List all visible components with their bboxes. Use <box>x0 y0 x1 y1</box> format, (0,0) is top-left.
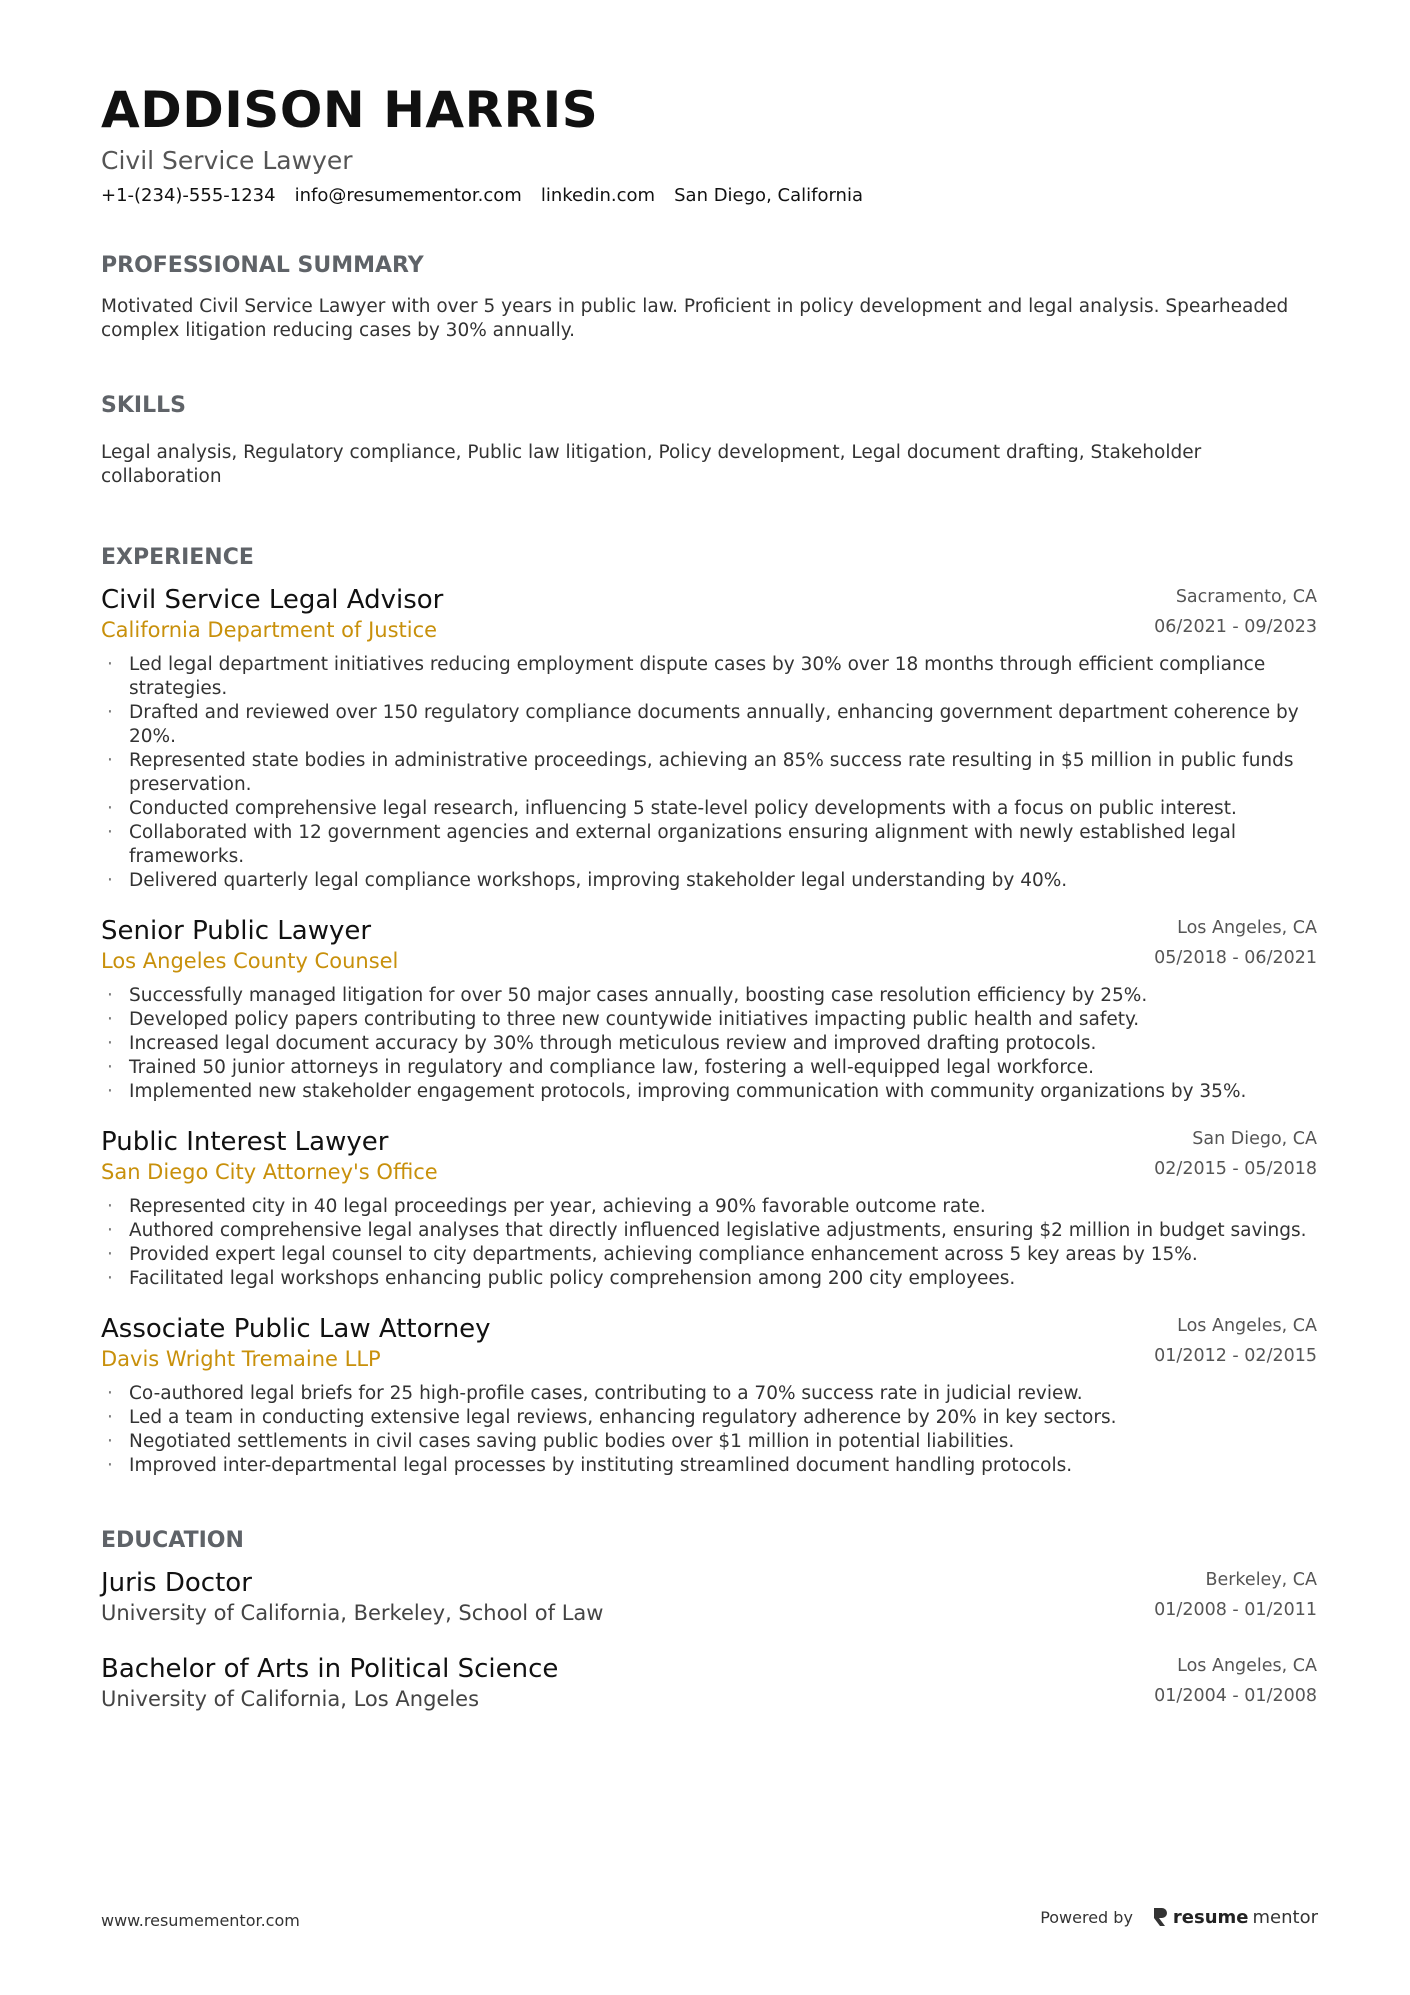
experience-entry <box>101 916 1317 1104</box>
job-bullet: · Represented state bodies in administrative proceedings, achieving an 85% success rate resulting in $5 million in public funds preservation. <box>101 749 1317 797</box>
job-bullet: · Developed policy papers contributing to three new countywide initiatives impacting public health and safety. <box>101 1008 1317 1032</box>
job-role: Senior Public Lawyer <box>101 916 372 946</box>
job-dates: 06/2021 - 09/2023 <box>1154 617 1317 637</box>
job-location: Los Angeles, CA <box>1177 918 1317 938</box>
job-organization: California Department of Justice <box>101 618 438 642</box>
job-bullet: · Trained 50 junior attorneys in regulatory and compliance law, fostering a well-equipped legal workforce. <box>101 1056 1317 1080</box>
job-bullet: · Increased legal document accuracy by 30% through meticulous review and improved drafting protocols. <box>101 1032 1317 1056</box>
job-title: Civil Service Lawyer <box>101 146 353 175</box>
job-bullet: · Improved inter-departmental legal processes by instituting streamlined document handling protocols. <box>101 1454 1317 1478</box>
degree: Juris Doctor <box>101 1568 252 1598</box>
school: University of California, Berkeley, School of Law <box>101 1601 604 1625</box>
phone: +1-(234)-555-1234 <box>101 185 276 206</box>
job-dates: 02/2015 - 05/2018 <box>1154 1159 1317 1179</box>
summary-text: Motivated Civil Service Lawyer with over 5 years in public law. Proficient in policy development and legal analysis. Spearheaded complex litigation reducing cases by 30% annually. <box>101 296 1289 341</box>
job-dates: 01/2012 - 02/2015 <box>1154 1346 1317 1366</box>
job-bullets <box>101 984 1317 1104</box>
education-location: Los Angeles, CA <box>1177 1656 1317 1676</box>
job-bullet: · Delivered quarterly legal compliance workshops, improving stakeholder legal understanding by 40%. <box>101 869 1317 893</box>
job-bullet: · Co-authored legal briefs for 25 high-profile cases, contributing to a 70% success rate in judicial review. <box>101 1382 1317 1406</box>
job-organization: San Diego City Attorney's Office <box>101 1160 438 1184</box>
education-heading: EDUCATION <box>101 1528 244 1553</box>
job-location: Sacramento, CA <box>1175 587 1317 607</box>
job-bullet: · Provided expert legal counsel to city departments, achieving compliance enhancement across 5 key areas by 15%. <box>101 1243 1317 1267</box>
location: San Diego, California <box>674 185 863 206</box>
job-bullet: · Negotiated settlements in civil cases saving public bodies over $1 million in potential liabilities. <box>101 1430 1317 1454</box>
education-dates: 01/2008 - 01/2011 <box>1154 1600 1317 1620</box>
experience-entry <box>101 1127 1317 1291</box>
brand-logo[interactable] <box>1151 1906 1318 1928</box>
footer-brand <box>1040 1906 1318 1928</box>
job-dates: 05/2018 - 06/2021 <box>1154 948 1317 968</box>
job-bullet: · Represented city in 40 legal proceedings per year, achieving a 90% favorable outcome rate. <box>101 1195 1317 1219</box>
experience-entry <box>101 1314 1317 1478</box>
job-bullets <box>101 653 1317 893</box>
job-bullet: · Facilitated legal workshops enhancing public policy comprehension among 200 city employees. <box>101 1267 1317 1291</box>
school: University of California, Los Angeles <box>101 1687 480 1711</box>
job-role: Civil Service Legal Advisor <box>101 585 444 615</box>
job-bullet: · Collaborated with 12 government agencies and external organizations ensuring alignment with newly established legal frameworks. <box>101 821 1317 869</box>
job-bullet: · Led a team in conducting extensive legal reviews, enhancing regulatory adherence by 20% in key sectors. <box>101 1406 1317 1430</box>
job-organization: Los Angeles County Counsel <box>101 949 399 973</box>
experience-entry <box>101 585 1317 893</box>
experience-heading: EXPERIENCE <box>101 545 254 570</box>
job-bullet: · Successfully managed litigation for over 50 major cases annually, boosting case resolution efficiency by 25%. <box>101 984 1317 1008</box>
resumementor-logo-icon <box>1151 1906 1169 1928</box>
degree: Bachelor of Arts in Political Science <box>101 1654 559 1684</box>
email: info@resumementor.com <box>294 185 522 206</box>
job-location: Los Angeles, CA <box>1177 1316 1317 1336</box>
education-entry <box>101 1654 1317 1714</box>
linkedin: linkedin.com <box>540 185 656 206</box>
job-bullet: · Conducted comprehensive legal research, influencing 5 state-level policy developments with a focus on public interest. <box>101 797 1317 821</box>
job-bullets <box>101 1195 1317 1291</box>
powered-by-label: Powered by <box>1040 1907 1133 1927</box>
job-bullet: · Drafted and reviewed over 150 regulatory compliance documents annually, enhancing government department coherence by 20%. <box>101 701 1317 749</box>
job-role: Public Interest Lawyer <box>101 1127 389 1157</box>
job-bullet: · Authored comprehensive legal analyses that directly influenced legislative adjustments, ensuring $2 million in budget savings. <box>101 1219 1317 1243</box>
skills-text: Legal analysis, Regulatory compliance, Public law litigation, Policy development, Legal document drafting, Stakeholder collaboration <box>101 442 1202 487</box>
education-entry <box>101 1568 1317 1628</box>
job-bullets <box>101 1382 1317 1478</box>
job-organization: Davis Wright Tremaine LLP <box>101 1347 381 1371</box>
brand-name-bold: resume <box>1172 1906 1249 1928</box>
education-location: Berkeley, CA <box>1205 1570 1317 1590</box>
candidate-name: ADDISON HARRIS <box>101 81 599 139</box>
contact-line <box>101 184 863 207</box>
job-location: San Diego, CA <box>1192 1129 1317 1149</box>
job-bullet: · Implemented new stakeholder engagement protocols, improving communication with community organizations by 35%. <box>101 1080 1317 1104</box>
job-bullet: · Led legal department initiatives reducing employment dispute cases by 30% over 18 months through efficient compliance strategies. <box>101 653 1317 701</box>
summary-heading: PROFESSIONAL SUMMARY <box>101 253 424 278</box>
footer-website[interactable]: www.resumementor.com <box>101 1911 300 1930</box>
education-dates: 01/2004 - 01/2008 <box>1154 1686 1317 1706</box>
job-role: Associate Public Law Attorney <box>101 1314 491 1344</box>
skills-heading: SKILLS <box>101 393 186 418</box>
brand-name-light: mentor <box>1252 1906 1318 1928</box>
